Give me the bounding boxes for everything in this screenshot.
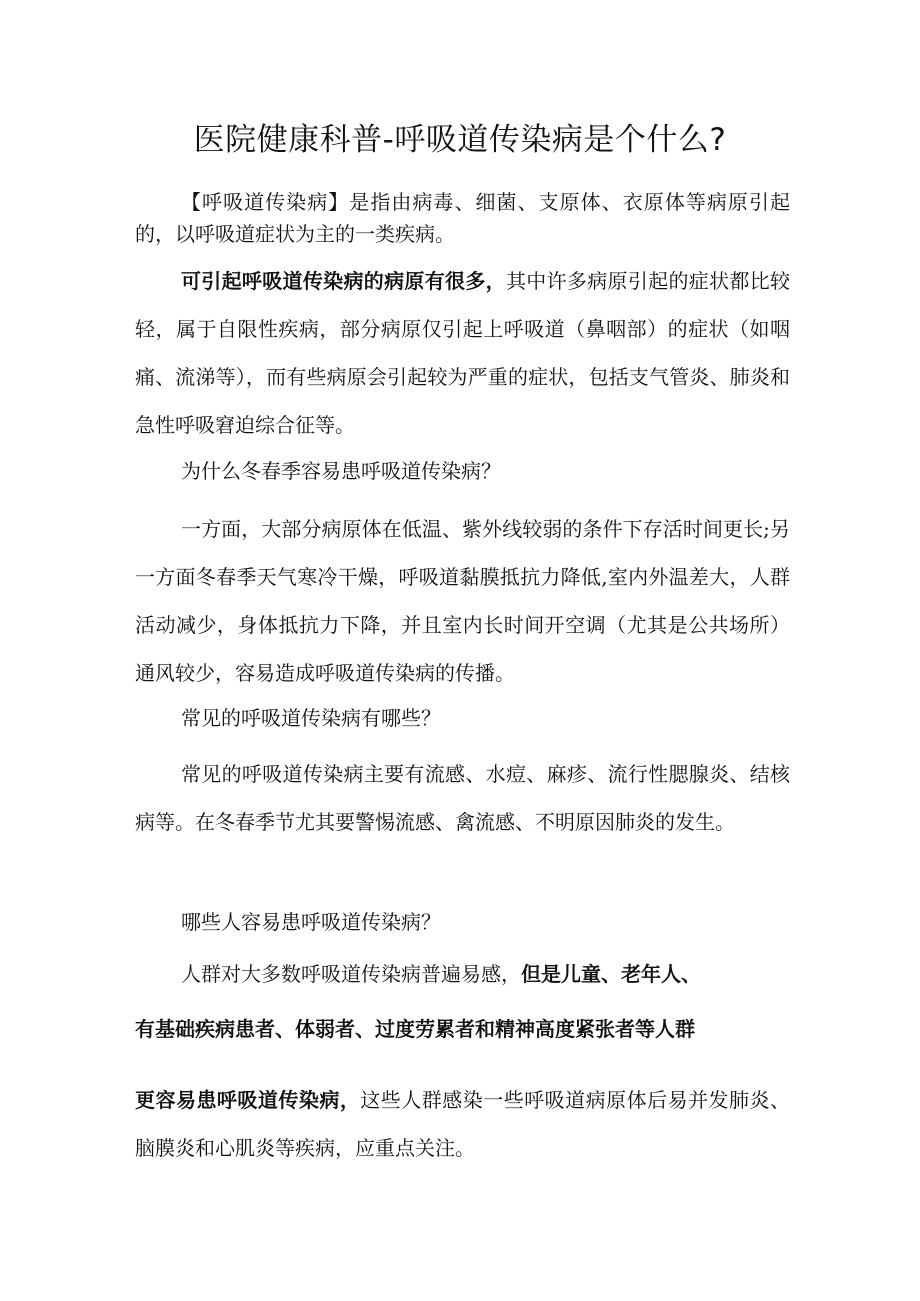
susceptible-lead: 人群对大多数呼吸道传染病普遍易感， — [181, 962, 521, 986]
page-title: 医院健康科普-呼吸道传染病是个什么? — [193, 122, 727, 158]
pathogen-text: 其中许多病原引起的症状都比较轻，属于自限性疾病，部分病原仅引起上呼吸道（鼻咽部）的症状（如咽痛、流涕等），而有些病原会引起较为严重的症状，包括支气管炎、肺炎和急性呼吸窘迫综合征等。 — [135, 269, 791, 437]
susceptible-bold-3: 更容易患呼吸道传染病， — [135, 1088, 361, 1112]
susceptible-tail: 这些人群感染一些呼吸道病原体后易并发肺炎、脑膜炎和心肌炎等疾病，应重点关注。 — [135, 1088, 791, 1160]
question-susceptible-groups: 哪些人容易患呼吸道传染病？ — [181, 910, 441, 934]
pathogen-paragraph — [135, 257, 790, 449]
answer-susceptible-line2 — [135, 1013, 790, 1045]
susceptible-bold-1: 但是儿童、老年人、 — [521, 962, 701, 986]
answer-susceptible-line3 — [135, 1076, 790, 1172]
susceptible-bold-2: 有基础疾病患者、体弱者、过度劳累者和精神高度紧张者等人群 — [135, 1017, 695, 1041]
answer-common-diseases: 常见的呼吸道传染病主要有流感、水痘、麻疹、流行性腮腺炎、结核病等。在冬春季节尤其要警惕流感、禽流感、不明原因肺炎的发生。 — [135, 762, 790, 834]
question-common-diseases: 常见的呼吸道传染病有哪些？ — [181, 706, 441, 730]
question-winter-spring: 为什么冬春季容易患呼吸道传染病？ — [181, 459, 501, 483]
pathogen-bold-lead: 可引起呼吸道传染病的病原有很多， — [181, 269, 506, 293]
answer-susceptible-line1 — [135, 958, 790, 990]
answer-winter-spring: 一方面，大部分病原体在低温、紫外线较弱的条件下存活时间更长;另一方面冬春季天气寒冷干燥，呼吸道黏膜抵抗力降低,室内外温差大，人群活动减少，身体抵抗力下降，并且室内长时间开空调（尤其是公共场所）通风较少，容易造成呼吸道传染病的传播。 — [135, 517, 790, 685]
intro-paragraph: 【呼吸道传染病】是指由病毒、细菌、支原体、衣原体等病原引起的，以呼吸道症状为主的一类疾病。 — [135, 190, 790, 246]
